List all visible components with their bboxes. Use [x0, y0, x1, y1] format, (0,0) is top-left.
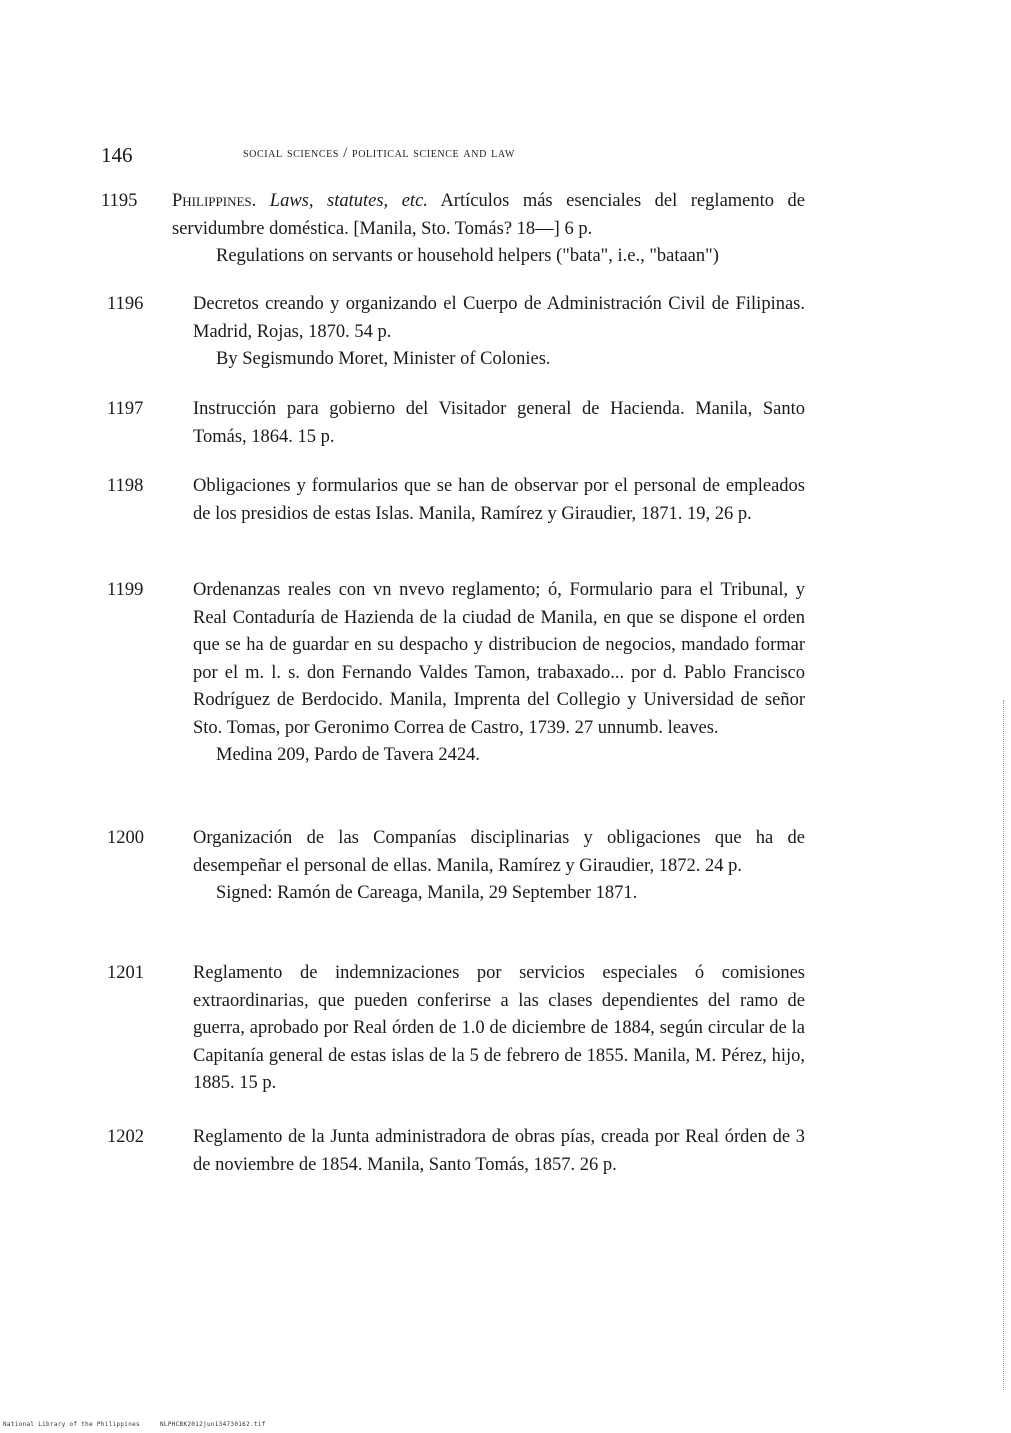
entry-number: 1200: [107, 828, 144, 848]
footer-filename: NLPHCBK2012jun134730162.tif: [160, 1421, 266, 1428]
entry-body: [193, 577, 805, 770]
entry-number: 1196: [107, 294, 144, 314]
entry-number: 1198: [107, 476, 144, 496]
entry-body: [193, 1124, 805, 1179]
entry-text: Reglamento de la Junta administradora de obras pías, creada por Real órden de 3 de noviembre de 1854. Manila, Santo Tomás, 1857. 26 p.: [193, 1127, 805, 1175]
entry-number: 1195: [101, 191, 138, 211]
running-head: social sciences / political science and law: [243, 145, 515, 161]
entry-text: Ordenanzas reales con vn nvevo reglamento; ó, Formulario para el Tribunal, y Real Contaduría de Hazienda de la ciudad de Manila, en que se dispone el orden que se ha de guardar en su despacho y distribucion de negocios, mandado formar por el m. l. s. don Fernando Valdes Tamon, trabaxado... por d. Pablo Francisco Rodríguez de Berdocido. Manila, Imprenta del Collegio y Universidad de señor Sto. Tomas, por Geronimo Correa de Castro, 1739. 27 unnumb. leaves.: [193, 580, 805, 738]
entry-note: Signed: Ramón de Careaga, Manila, 29 September 1871.: [216, 883, 638, 903]
entry-body: [193, 396, 805, 451]
entry-note: Regulations on servants or household helpers ("bata", i.e., "bataan"): [216, 246, 719, 266]
entry-number: 1202: [107, 1127, 144, 1147]
entry-body: [172, 188, 805, 271]
entry-number: 1197: [107, 399, 144, 419]
entry-text: Artículos más esenciales del reglamento de servidumbre doméstica. [Manila, Sto. Tomás? 18—] 6 p.: [172, 191, 806, 239]
entry-body: [193, 960, 805, 1098]
entry-text: Obligaciones y formularios que se han de observar por el personal de empleados de los presidios de estas Islas. Manila, Ramírez y Giraudier, 1871. 19, 26 p.: [193, 476, 805, 524]
entry-number: 1199: [107, 580, 144, 600]
entry-author: Philippines.: [172, 191, 257, 211]
entry-body: [193, 473, 805, 528]
entry-note: By Segismundo Moret, Minister of Colonies.: [216, 349, 551, 369]
entry-number: 1201: [107, 963, 144, 983]
entry-text: Decretos creando y organizando el Cuerpo de Administración Civil de Filipinas. Madrid, Rojas, 1870. 54 p.: [193, 294, 805, 342]
entry-body: [193, 825, 805, 908]
scan-edge-line: [1003, 700, 1004, 1390]
entry-body: [193, 291, 805, 374]
footer-source: National Library of the Philippines: [3, 1421, 140, 1428]
entry-citation: [172, 188, 805, 243]
entry-text: Organización de las Companías disciplinarias y obligaciones que ha de desempeñar el personal de ellas. Manila, Ramírez y Giraudier, 1872. 24 p.: [193, 828, 805, 876]
page-number: 146: [101, 143, 133, 167]
entry-text: Instrucción para gobierno del Visitador general de Hacienda. Manila, Santo Tomás, 1864. 15 p.: [193, 399, 805, 447]
entry-subheading: Laws, statutes, etc.: [269, 191, 428, 211]
entry-note: Medina 209, Pardo de Tavera 2424.: [216, 745, 480, 765]
entry-text: Reglamento de indemnizaciones por servicios especiales ó comisiones extraordinarias, que pueden conferirse a las clases dependientes del ramo de guerra, aprobado por Real órden de 1.0 de diciembre de 1884, según circular de la Capitanía general de estas islas de la 5 de febrero de 1855. Manila, M. Pérez, hijo, 1885. 15 p.: [193, 963, 805, 1093]
